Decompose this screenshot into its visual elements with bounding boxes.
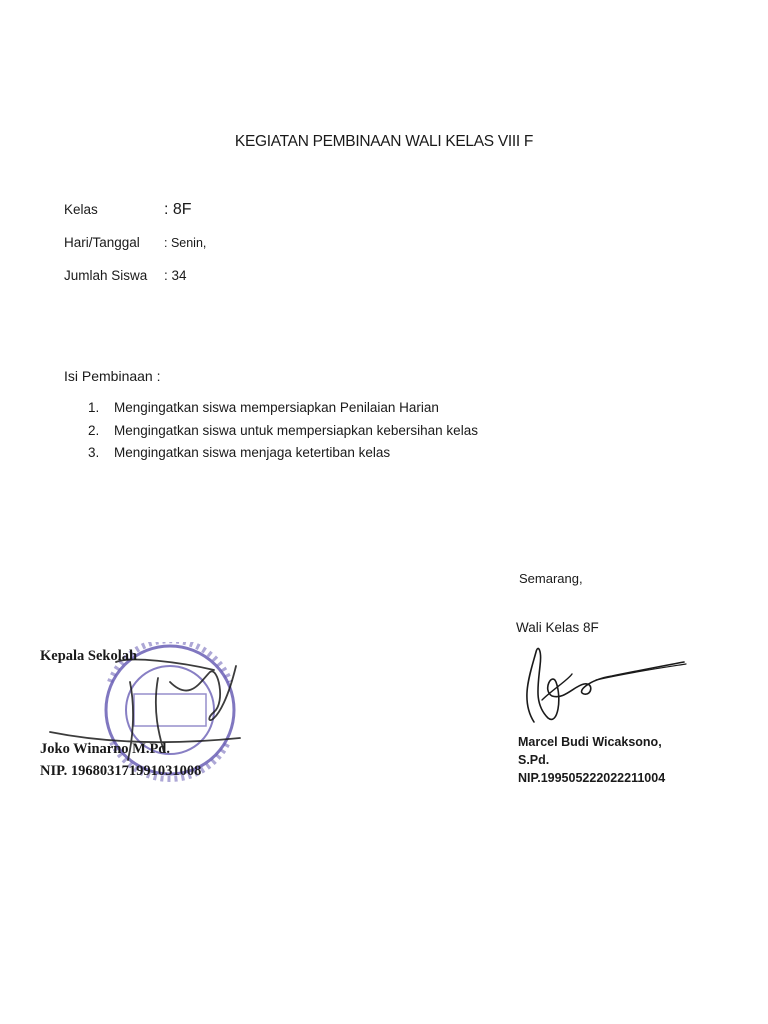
list-text: Mengingatkan siswa untuk mempersiapkan kebersihan kelas xyxy=(114,422,478,438)
list-text: Mengingatkan siswa mempersiapkan Penilaian Harian xyxy=(114,400,439,415)
field-label: Jumlah Siswa xyxy=(64,268,148,283)
signatory-name: Marcel Budi Wicaksono, xyxy=(518,735,662,749)
field-kelas xyxy=(64,201,192,219)
list-item xyxy=(88,423,478,446)
handwritten-signature-icon xyxy=(512,640,692,732)
list-number: 1. xyxy=(88,400,100,415)
signatory-title: S.Pd. xyxy=(518,753,550,767)
field-hari-tanggal xyxy=(64,235,206,250)
list-item xyxy=(88,400,478,423)
signatory-nip: NIP.199505222022211004 xyxy=(518,771,666,785)
field-label: Kelas xyxy=(64,202,98,217)
section-heading: Isi Pembinaan : xyxy=(64,368,161,384)
field-label: Hari/Tanggal xyxy=(64,235,140,250)
headmaster-name: Joko Winarno M.Pd. xyxy=(40,741,170,757)
list-text: Mengingatkan siswa menjaga ketertiban kelas xyxy=(114,445,391,460)
headmaster-title: Kepala Sekolah xyxy=(40,648,138,664)
list-number: 2. xyxy=(88,422,100,438)
signature-name-block xyxy=(518,733,665,787)
page-title: KEGIATAN PEMBINAAN WALI KELAS VIII F xyxy=(234,133,534,150)
list-item xyxy=(88,445,478,468)
signature-role: Wali Kelas 8F xyxy=(516,620,599,635)
field-value: : 34 xyxy=(164,268,187,283)
activity-list xyxy=(88,400,478,468)
field-value: : Senin, xyxy=(164,236,207,250)
field-jumlah-siswa xyxy=(64,268,187,283)
field-value: : 8F xyxy=(164,201,192,218)
list-number: 3. xyxy=(88,445,100,460)
headmaster-nip: NIP. 196803171991031008 xyxy=(40,763,202,779)
signature-place: Semarang, xyxy=(519,571,583,586)
signature-image-wali-kelas xyxy=(512,640,692,732)
